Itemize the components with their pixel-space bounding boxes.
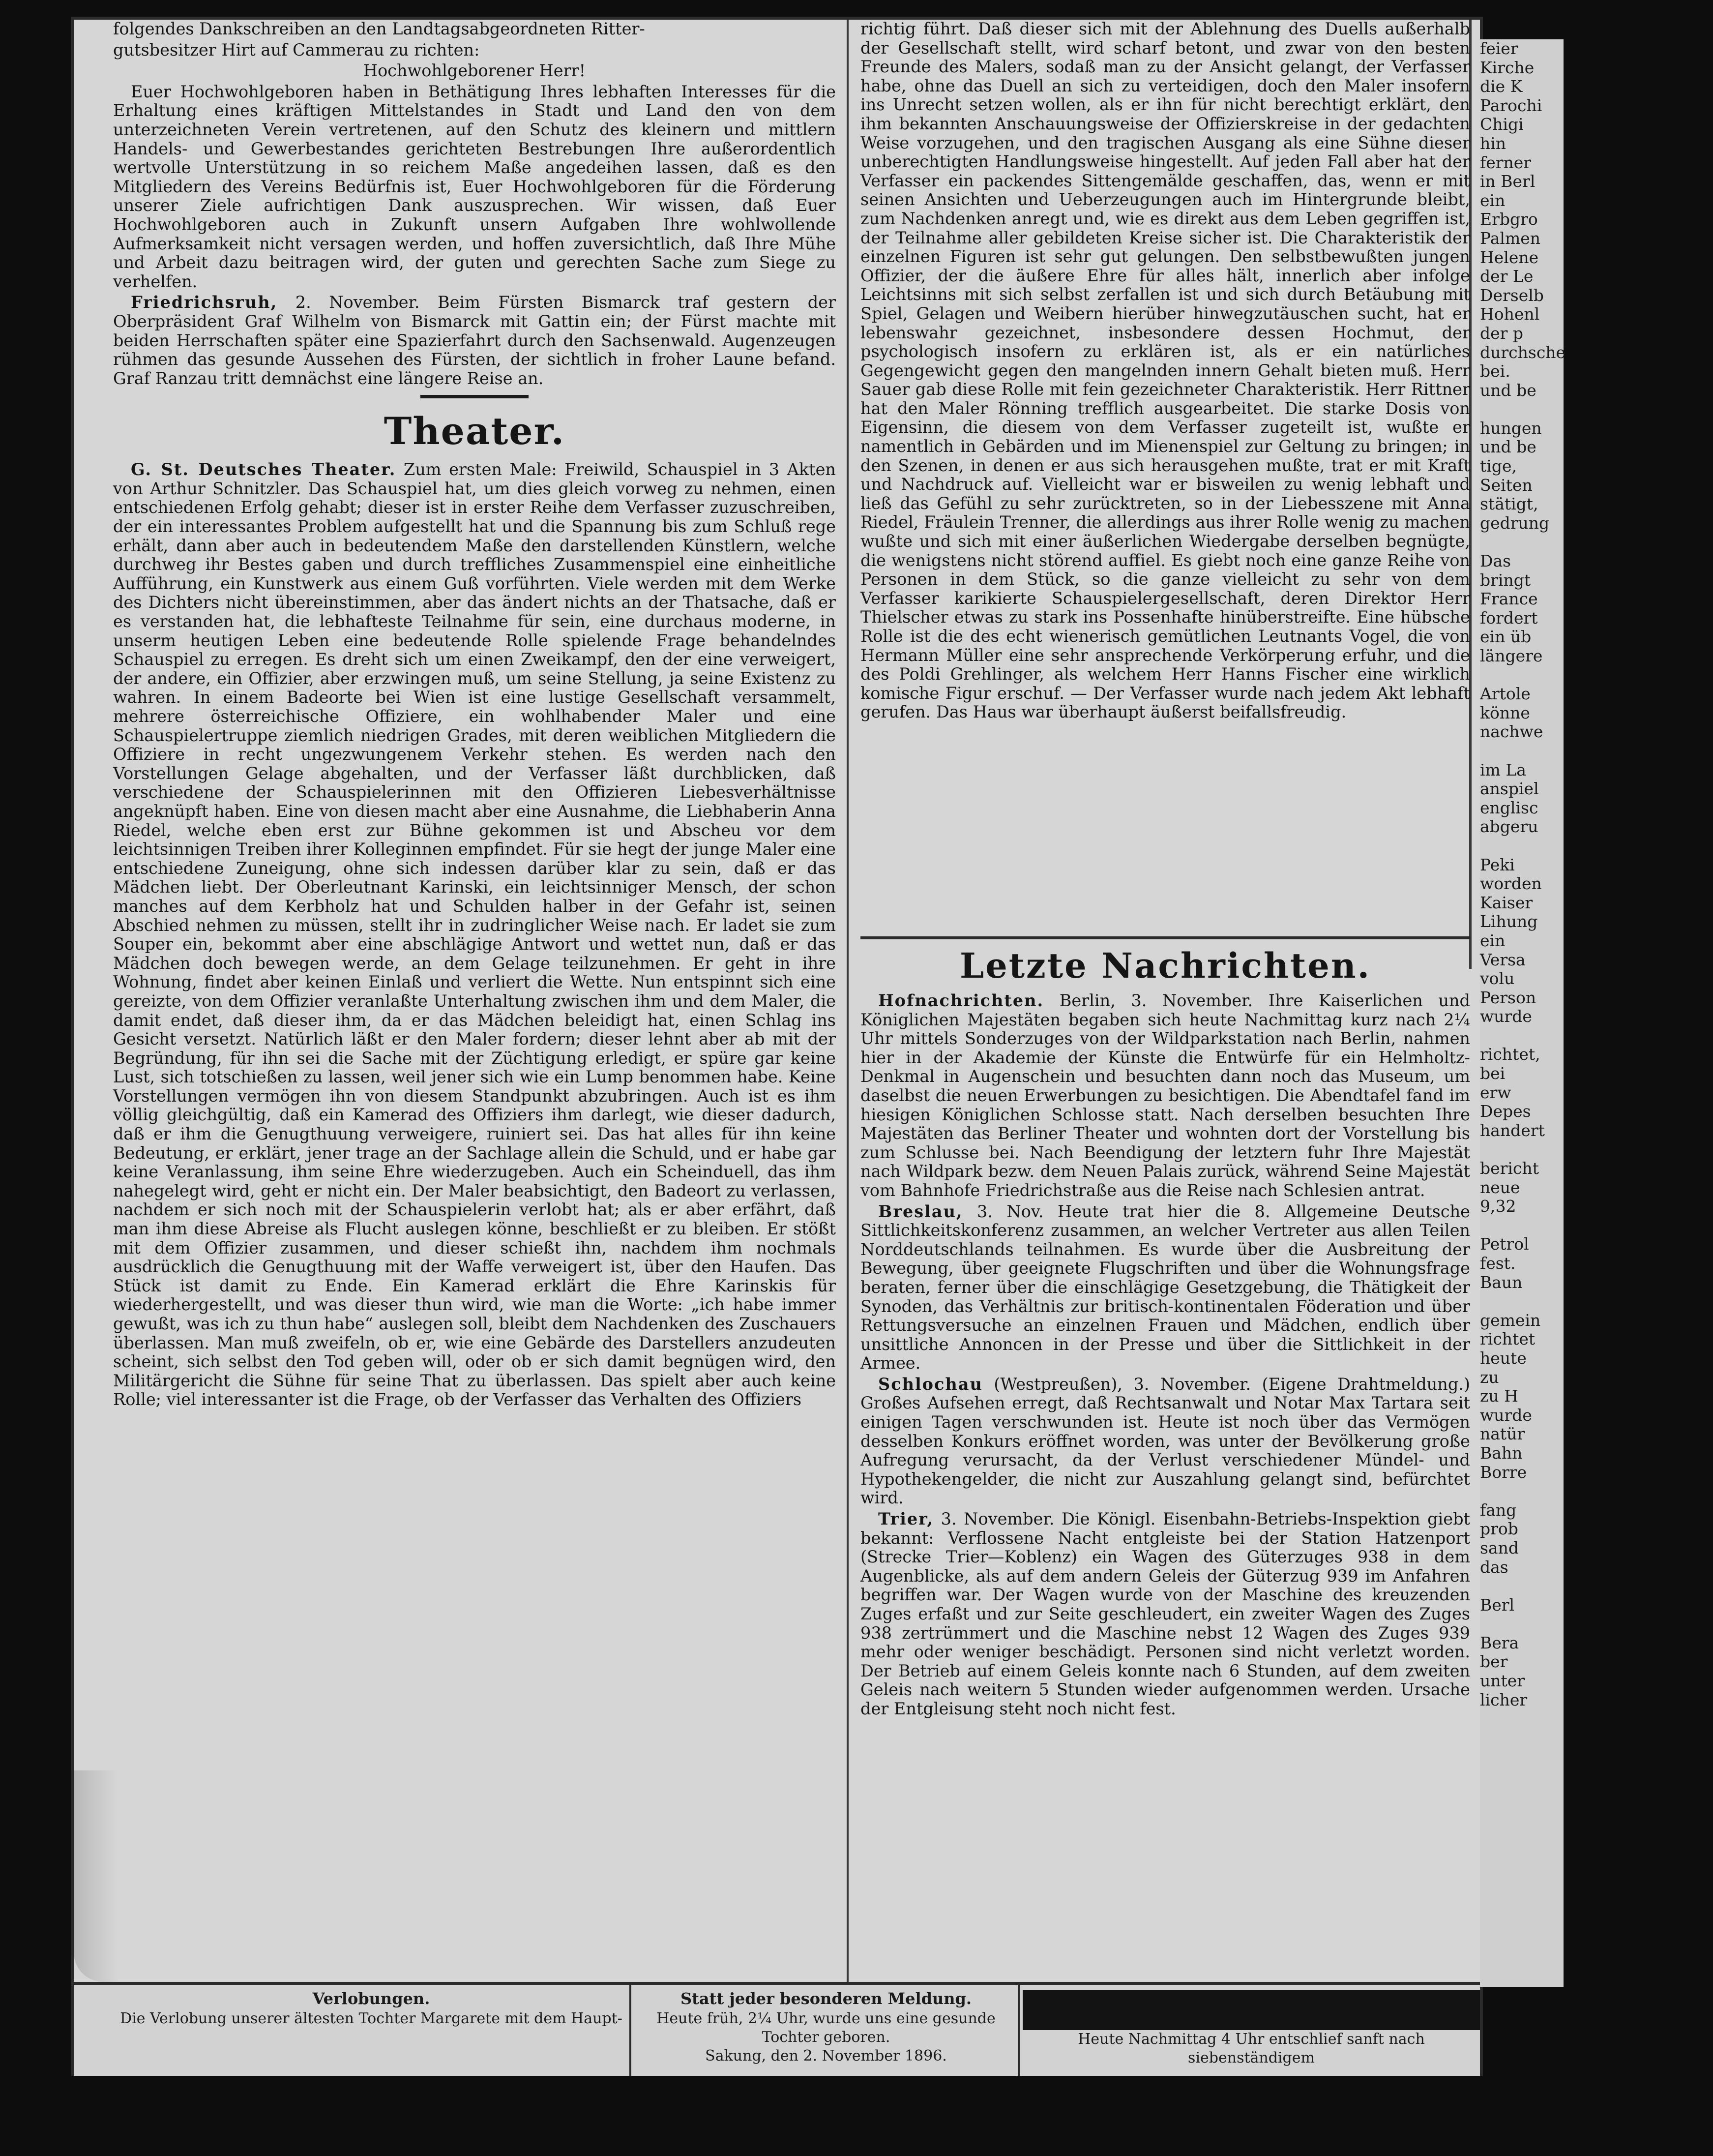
cut-off-line bbox=[1480, 1216, 1564, 1235]
cut-off-line: handert bbox=[1480, 1120, 1545, 1140]
column-cut-off-right bbox=[1480, 39, 1564, 1987]
cut-off-line: sand bbox=[1480, 1538, 1519, 1557]
cut-off-line: Artole bbox=[1480, 684, 1531, 704]
cut-off-line bbox=[1480, 400, 1564, 419]
cut-off-line: ein üb bbox=[1480, 627, 1532, 647]
cut-off-line: ein bbox=[1480, 190, 1506, 210]
cut-off-line: Depes bbox=[1480, 1102, 1531, 1121]
cut-off-line: abgeru bbox=[1480, 817, 1538, 837]
cut-off-line: anspiel bbox=[1480, 779, 1539, 799]
theater-review bbox=[113, 460, 836, 1409]
trier-text: 3. November. Die Königl. Eisenbahn-Betriebs-Inspektion giebt bekannt: Verflossene Nacht entgleiste bei der Station Hatzenport (Strecke Trier—Koblenz) ein Wagen des Güterzuges 938 in dem Augenblicke, als auf dem andern Geleis der Güterzug 939 im Anfahren begriffen war. Der Wagen wurde von der Maschine des kreuzenden Zuges erfaßt und zur Seite geschleudert, ein zweiter Wagen des Zuges 938 zertrümmert und die Maschine nebst 12 Wagen des Zuges 939 mehr oder weniger beschädigt. Personen sind nicht verletzt worden. Der Betrieb auf einem Geleis konnte nach 6 Stunden, auf dem zweiten Geleis nach weitern 5 Stunden wieder aufgenommen werden. Ursache der Entgleisung steht noch nicht fest. bbox=[860, 1509, 1470, 1718]
cut-off-line: Borre bbox=[1480, 1462, 1527, 1482]
cut-off-line: könne bbox=[1480, 703, 1530, 722]
court-news-text: Berlin, 3. November. Ihre Kaiserlichen und Königlichen Majestäten begaben sich heute Nachmittag kurz nach 2¼ Uhr mittels Sonderzuges von der Wildparkstation nach Berlin, nahmen hier in der Akademie der Künste die Entwürfe für ein Helmholtz-Denkmal in Augenschein und besuchten dann noch das Museum, um daselbst die neuen Erwerbungen zu besichtigen. Die Abendtafel fand im hiesigen Königlichen Schlosse statt. Nach derselben besuchten Ihre Majestäten das Berliner Theater und wohnten dort der Vorstellung bis zum Schlusse bei. Nach Beendigung der letztern fuhr Ihre Majestät nach Wildpark bezw. dem Neuen Palais zurück, während Seine Majestät vom Bahnhofe Friedrichstraße aus die Reise nach Schlesien antrat. bbox=[860, 991, 1470, 1200]
cut-off-line: ein bbox=[1480, 930, 1506, 950]
cut-off-line bbox=[1480, 1140, 1564, 1159]
cut-off-line: Das bbox=[1480, 551, 1511, 571]
theater-review-continued: richtig führt. Daß dieser sich mit der Ablehnung des Duells außerhalb der Gesellschaft stellt, wird scharf betont, und zwar von den besten Freunde des Malers, sodaß man zu der Ansicht gelangt, der Verfasser habe, ohne das Duell an sich zu verteidigen, doch den Maler insofern ins Unrecht setzen wollen, als er ihn für nicht berechtigt erklärt, den ihm bekannten Anschauungsweise der Offizierskreise in der gedachten Weise vorzugehen, und den tragischen Ausgang als eine Sühne dieser unberechtigten Handlungsweise hingestellt. Auf jeden Fall aber hat der Verfasser ein packendes Sittengemälde geschaffen, das, wenn er mit seinen Ansichten und Ueberzeugungen auch im Hintergrunde bleibt, zum Nachdenken anregt und, wie es direkt aus dem Leben gegriffen ist, der Teilnahme aller gebildeten Kreise sicher ist. Die Charakteristik der einzelnen Figuren ist sehr gut gelungen. Den selbstbewußten jungen Offizier, der die äußere Ehre für alles hält, innerlich aber infolge Leichtsinns mit sich selbst zerfallen ist und sich durch Betäubung mit Spiel, Gelagen und Weibern hierüber hinwegzutäuschen sucht, hat er lebenswahr gezeichnet, insbesondere dessen Hochmut, der psychologisch insofern zu erklären ist, als er ein natürliches Gegengewicht gegen den mangelnden innern Gehalt bieten muß. Herr Sauer gab diese Rolle mit fein gezeichneter Charakteristik. Herr Rittner hat den Maler Rönning trefflich ausgearbeitet. Die starke Dosis von Eigensinn, die diesem von dem Verfasser zugeteilt ist, wußte er namentlich in Gebärden und im Mienenspiel zur Geltung zu bringen; in den Szenen, in denen er aus sich herausgehen mußte, trat er mit Kraft und Nachdruck auf. Vielleicht war er bisweilen zu wenig lebhaft und ließ das Gefühl zu sehr zurücktreten, so in der Liebesszene mit Anna Riedel, Fräulein Trenner, die allerdings aus ihrer Rolle wenig zu machen wußte und sich mit einer äußerlichen Wiedergabe derselben begnügte, die wenigstens nicht störend auffiel. Es giebt noch eine ganze Reihe von Personen in dem Stück, so die ganze vielleicht zu sehr von dem Verfasser karikierte Schauspielergesellschaft, deren Direktor Herr Thielscher etwas zu stark ins Possenhafte hinüberstreifte. Eine hübsche Rolle ist die des echt wienerisch gemütlichen Leutnants Vogel, die von Hermann Müller eine sehr ansprechende Verkörperung erfuhr, und die des Poldi Grehlinger, als welchem Herr Hanns Fischer eine wirklich komische Figur erschuf. — Der Verfasser wurde nach jedem Akt lebhaft gerufen. Das Haus war überhaupt äußerst beifallsfreudig. bbox=[860, 19, 1470, 722]
cut-off-line: bericht bbox=[1480, 1159, 1539, 1178]
cut-off-line: volu bbox=[1480, 969, 1515, 988]
cut-off-line: durchsche bbox=[1480, 342, 1566, 362]
latest-news-heading: Letzte Nachrichten. bbox=[860, 936, 1470, 987]
cut-off-line: richtet, bbox=[1480, 1045, 1540, 1064]
cut-off-line bbox=[1480, 1292, 1564, 1311]
trier-article bbox=[860, 1510, 1470, 1719]
theater-dateline: G. St. Deutsches Theater. bbox=[131, 460, 396, 479]
breslau-article bbox=[860, 1202, 1470, 1373]
cut-off-line: erw bbox=[1480, 1082, 1511, 1102]
cut-off-line: der p bbox=[1480, 323, 1524, 343]
cut-off-line: zu bbox=[1480, 1367, 1499, 1387]
cut-off-line: Berl bbox=[1480, 1595, 1515, 1615]
friedrichsruh-article bbox=[113, 293, 836, 388]
cut-off-line: worden bbox=[1480, 874, 1542, 894]
engagement-title: Verlobungen. bbox=[312, 1989, 430, 2008]
obituary-notice bbox=[1023, 1985, 1480, 2076]
paper-curl bbox=[74, 1770, 118, 1982]
schlochau-article bbox=[860, 1375, 1470, 1508]
column-latest-news bbox=[860, 934, 1470, 1967]
mourning-band bbox=[1023, 1990, 1480, 2030]
engagement-text: Die Verlobung unserer ältesten Tochter Margarete mit dem Haupt- bbox=[120, 2010, 622, 2027]
schlochau-text: (Westpreußen), 3. November. (Eigene Drahtmeldung.) Großes Aufsehen erregt, daß Rechtsanwalt und Notar Max Tartara seit einigen Tagen verschwunden ist. Heute ist noch über das Vermögen desselben Konkurs eröffnet worden, was unter der Bevölkerung große Aufregung verursacht, da der Verlust verschiedener Mündel- und Hypothekengelder, die nicht zur Auszahlung gelangt sind, befürchtet wird. bbox=[860, 1374, 1470, 1508]
column-left bbox=[113, 20, 836, 1992]
cut-off-line bbox=[1480, 1482, 1564, 1501]
cut-off-line: neue bbox=[1480, 1177, 1520, 1197]
cut-off-line: heute bbox=[1480, 1348, 1527, 1368]
cut-off-line: fang bbox=[1480, 1500, 1517, 1520]
separator-rule bbox=[420, 395, 529, 398]
cut-off-line: Parochi bbox=[1480, 95, 1542, 115]
cut-off-line: bei bbox=[1480, 1064, 1506, 1083]
engagement-notice bbox=[113, 1985, 631, 2076]
column-middle-top bbox=[860, 20, 1470, 934]
cut-off-line: und be bbox=[1480, 380, 1536, 400]
column-rule bbox=[847, 20, 849, 1982]
cut-off-line: Hohenl bbox=[1480, 304, 1540, 324]
cut-off-line: Peki bbox=[1480, 855, 1515, 874]
cut-off-line: das bbox=[1480, 1557, 1508, 1577]
cut-off-line: Chigi bbox=[1480, 115, 1524, 134]
cut-off-line: Palmen bbox=[1480, 228, 1541, 248]
cut-off-line: Helene bbox=[1480, 247, 1539, 267]
birth-text: Heute früh, 2¼ Uhr, wurde uns eine gesunde Tochter geboren. bbox=[656, 2010, 996, 2046]
cut-off-line bbox=[1480, 1615, 1564, 1634]
cut-off-line: Erbgro bbox=[1480, 210, 1538, 229]
cut-off-line: unter bbox=[1480, 1671, 1525, 1691]
theater-heading: Theater. bbox=[384, 409, 565, 453]
cut-off-line: wurde bbox=[1480, 1007, 1532, 1026]
court-news-dateline: Hofnachrichten. bbox=[878, 991, 1044, 1010]
cut-off-line: im La bbox=[1480, 760, 1526, 779]
birth-date: Sakung, den 2. November 1896. bbox=[705, 2047, 947, 2065]
cut-off-line: und be bbox=[1480, 437, 1536, 457]
cut-off-line: hungen bbox=[1480, 418, 1542, 438]
schlochau-dateline: Schlochau bbox=[878, 1374, 983, 1394]
cut-off-line: ber bbox=[1480, 1652, 1508, 1672]
cut-off-line: richtet bbox=[1480, 1329, 1536, 1349]
cut-off-line: der Le bbox=[1480, 267, 1534, 286]
cut-off-line: tige, bbox=[1480, 456, 1517, 476]
cut-off-line: Baun bbox=[1480, 1272, 1523, 1292]
cut-off-line: nachwe bbox=[1480, 722, 1543, 742]
breslau-dateline: Breslau, bbox=[878, 1201, 963, 1221]
advertisement-strip bbox=[74, 1982, 1480, 2076]
cut-off-line: bei. bbox=[1480, 361, 1510, 381]
birth-title: Statt jeder besonderen Meldung. bbox=[680, 1989, 972, 2008]
newspaper-page bbox=[74, 19, 1566, 2073]
cut-off-line: bringt bbox=[1480, 570, 1531, 590]
friedrichsruh-dateline: Friedrichsruh, bbox=[131, 293, 278, 312]
salutation: Hochwohlgeborener Herr! bbox=[363, 61, 586, 81]
trier-dateline: Trier, bbox=[878, 1509, 934, 1529]
birth-notice bbox=[634, 1985, 1020, 2076]
cut-off-line bbox=[1480, 742, 1564, 761]
cut-off-line: stätigt, bbox=[1480, 494, 1538, 514]
cut-off-line: englisc bbox=[1480, 798, 1538, 817]
letter-text: Euer Hochwohlgeboren haben in Bethätigung Ihres lebhaften Interesses für die Erhaltung eines kräftigen Mittelstandes in Stadt und Land den von dem unterzeichneten Verein vertretenen, auf den Schutz des kleinern und mittlern Handels- und Gewerbestandes gerichteten Bestrebungen Ihre außerordentlich wertvolle Unterstützung in so reichem Maße angedeihen lassen, daß es den Mitgliedern des Vereins Bedürfnis ist, Euer Hochwohlgeboren für die Förderung unserer Ziele aufrichtigen Dank auszusprechen. Wir wissen, daß Euer Hochwohlgeboren auch in Zukunft unsern Aufgaben Ihre wohlwollende Aufmerksamkeit nicht versagen werden, und hoffen zuversichtlich, daß Ihre Mühe und Arbeit dazu beitragen wird, der guten und gerechten Sache zum Siege zu verhelfen. bbox=[113, 82, 836, 291]
cut-off-line: ferner bbox=[1480, 152, 1532, 172]
intro-line-2: gutsbesitzer Hirt auf Cammerau zu richten: bbox=[113, 40, 480, 60]
cut-off-line: die K bbox=[1480, 77, 1523, 96]
cut-off-line bbox=[1480, 1577, 1564, 1596]
cut-off-line: Bahn bbox=[1480, 1443, 1523, 1463]
obituary-text: Heute Nachmittag 4 Uhr entschlief sanft nach siebenständigem bbox=[1078, 2031, 1425, 2066]
intro-line-1: folgendes Dankschreiben an den Landtagsabgeordneten Ritter- bbox=[113, 19, 645, 38]
cut-off-line: licher bbox=[1480, 1690, 1528, 1709]
cut-off-line: wurde bbox=[1480, 1405, 1532, 1425]
cut-off-line bbox=[1480, 533, 1564, 552]
cut-off-line: Bera bbox=[1480, 1633, 1519, 1652]
cut-off-line: natür bbox=[1480, 1424, 1525, 1444]
cut-off-line: France bbox=[1480, 589, 1538, 609]
cut-off-line: Seiten bbox=[1480, 475, 1533, 495]
cut-off-line: längere bbox=[1480, 646, 1543, 665]
cut-off-line: zu H bbox=[1480, 1386, 1518, 1406]
cut-off-line bbox=[1480, 837, 1564, 856]
cut-off-line: gemein bbox=[1480, 1310, 1541, 1330]
cut-off-line: Kaiser bbox=[1480, 893, 1533, 912]
cut-off-line: Kirche bbox=[1480, 58, 1535, 77]
cut-off-line: gedrung bbox=[1480, 513, 1550, 533]
cut-off-line bbox=[1480, 1026, 1564, 1046]
cut-off-line: hin bbox=[1480, 133, 1506, 153]
cut-off-line: Versa bbox=[1480, 950, 1526, 969]
cut-off-line: prob bbox=[1480, 1519, 1518, 1539]
breslau-text: 3. Nov. Heute trat hier die 8. Allgemeine Deutsche Sittlichkeitskonferenz zusammen, an welcher Vertreter aus allen Teilen Norddeutschlands teilnahmen. Es wurde über die Ausbreitung der Bewegung, über geeignete Flugschriften und über die Wohnungsfrage beraten, ferner über die einschlägige Gesetzgebung, die Thätigkeit der Synoden, das Verhältnis zur britisch-kontinentalen Föderation und über Rettungsversuche an einzelnen Frauen und Mädchen, endlich über unsittliche Annoncen in der Presse und über die Sittlichkeit in der Armee. bbox=[860, 1201, 1470, 1373]
cut-off-line: feier bbox=[1480, 39, 1518, 58]
cut-off-line bbox=[1480, 666, 1564, 685]
cut-off-line: Person bbox=[1480, 988, 1536, 1007]
friedrichsruh-text: 2. November. Beim Fürsten Bismarck traf gestern der Oberpräsident Graf Wilhelm von Bismarck mit Gattin ein; der Fürst machte mit beiden Herrschaften später eine Spazierfahrt durch den Sachsenwald. Augenzeugen rühmen das gesunde Aussehen des Fürsten, der sichtlich in froher Laune befand. Graf Ranzau tritt demnächst eine längere Reise an. bbox=[113, 293, 836, 388]
theater-review-text: Zum ersten Male: Freiwild, Schauspiel in 3 Akten von Arthur Schnitzler. Das Schauspiel hat, um dies gleich vorweg zu nehmen, einen entschiedenen Erfolg gehabt; dieser ist in erster Reihe dem Verfasser zuzuschreiben, der ein interessantes Problem aufgestellt hat und die Spannung bis zum Schluß rege erhält, dann aber auch in bedeutendem Maße den darstellenden Künstlern, welche durchweg ihr Bestes gaben und durch treffliches Zusammenspiel eine einheitliche Aufführung, ein Kunstwerk aus einem Guß vorführten. Viele werden mit dem Werke des Dichters nicht übereinstimmen, aber das ändert nichts an der Thatsache, daß er es verstanden hat, die lebhafteste Teilnahme für sein, eine durchaus moderne, in unserm heutigen Leben eine bedeutende Rolle spielende Frage behandelndes Schauspiel zu erregen. Es dreht sich um einen Zweikampf, den der eine verweigert, der andere, ein Offizier, aber erzwingen muß, um seine Stellung, ja seine Existenz zu wahren. In einem Badeorte bei Wien ist eine lustige Gesellschaft versammelt, mehrere österreichische Offiziere, ein wohlhabender Maler und eine Schauspielertruppe ziemlich niedrigen Grades, mit deren weiblichen Mitgliedern die Offiziere in recht ungezwungenem Verkehr stehen. Es werden nach den Vorstellungen Gelage abgehalten, und der Verfasser läßt durchblicken, daß verschiedene der Schauspielerinnen mit den Offizieren Liebesverhältnisse angeknüpft haben. Eine von diesen macht aber eine Ausnahme, die Liebhaberin Anna Riedel, welche eben erst zur Bühne gekommen ist und Abscheu vor dem leichtsinnigen Treiben ihrer Kolleginnen empfindet. Für sie hegt der junge Maler eine entschiedene Zuneigung, ohne sich indessen darüber klar zu sein, daß er das Mädchen liebt. Der Oberleutnant Karinski, ein leichtsinniger Mensch, der schon manches auf dem Kerbholz hat und Schulden halber in der Gefahr ist, seinen Abschied nehmen zu müssen, stellt ihr in zudringlicher Weise nach. Er ladet sie zum Souper ein, bekommt aber eine abschlägige Antwort und wettet nun, daß er das Mädchen doch bewegen werde, an dem Gelage teilzunehmen. Er geht in ihre Wohnung, findet aber keinen Einlaß und verliert die Wette. Nun entspinnt sich eine gereizte, von dem Offizier veranlaßte Unterhaltung zwischen ihm und dem Maler, die damit endet, daß dieser ihm, da er das Mädchen beleidigt hat, einen Schlag ins Gesicht versetzt. Natürlich läßt er den Maler fordern; dieser lehnt aber ab mit der Begründung, für ihn sei die Sache mit der Züchtigung erledigt, er spüre gar keine Lust, sich totschießen zu lassen, weil jener sich wie ein Lump benommen habe. Keine Vorstellungen vermögen ihn von diesem Standpunkt abzubringen. Auch ist es ihm völlig gleichgültig, daß ein Kamerad des Offiziers ihm darlegt, wie dieser dadurch, daß er ihm die Genugthuung verweigere, ruiniert sei. Das hat alles für ihn keine Bedeutung, er erklärt, jener trage an der Sachlage allein die Schuld, und er habe gar keine Veranlassung, ihm seine Ehre wiederzugeben. Auch ein Scheinduell, das ihm nahegelegt wird, geht er nicht ein. Der Maler beabsichtigt, den Badeort zu verlassen, nachdem er sich noch mit der Schauspielerin verlobt hat; als er aber erfährt, daß man ihm diese Abreise als Flucht auslegen könne, beschließt er zu bleiben. Er stößt mit dem Offizier zusammen, und dieser schießt ihn, nachdem ihm nochmals ausdrücklich die Genugthuung mit der Waffe verweigert ist, über den Haufen. Das Stück ist damit zu Ende. Ein Kamerad erklärt die Ehre Karinskis für wiederhergestellt, und was dieser thun wird, wie man die Worte: „ich habe immer gewußt, was ich zu thun habe“ auslegen soll, bleibt dem Nachdenken des Zuschauers überlassen. Man muß zweifeln, ob er, wie eine Gebärde des Darstellers anzudeuten scheint, sich selbst den Tod geben will, oder ob er sich damit begnügen wird, den Militärgericht die Sühne für seine That zu überlassen. Das spielt aber auch keine Rolle; viel interessanter ist die Frage, ob der Verfasser das Verhalten des Offiziers bbox=[113, 460, 836, 1409]
cut-off-line: fordert bbox=[1480, 608, 1538, 628]
court-news-article bbox=[860, 991, 1470, 1200]
cut-off-line: 9,32 bbox=[1480, 1197, 1516, 1216]
cut-off-line: fest. bbox=[1480, 1254, 1516, 1273]
cut-off-line: Lihung bbox=[1480, 912, 1538, 931]
cut-off-line: Petrol bbox=[1480, 1234, 1529, 1254]
cut-off-line: in Berl bbox=[1480, 172, 1536, 191]
cut-off-line: Derselb bbox=[1480, 285, 1544, 305]
